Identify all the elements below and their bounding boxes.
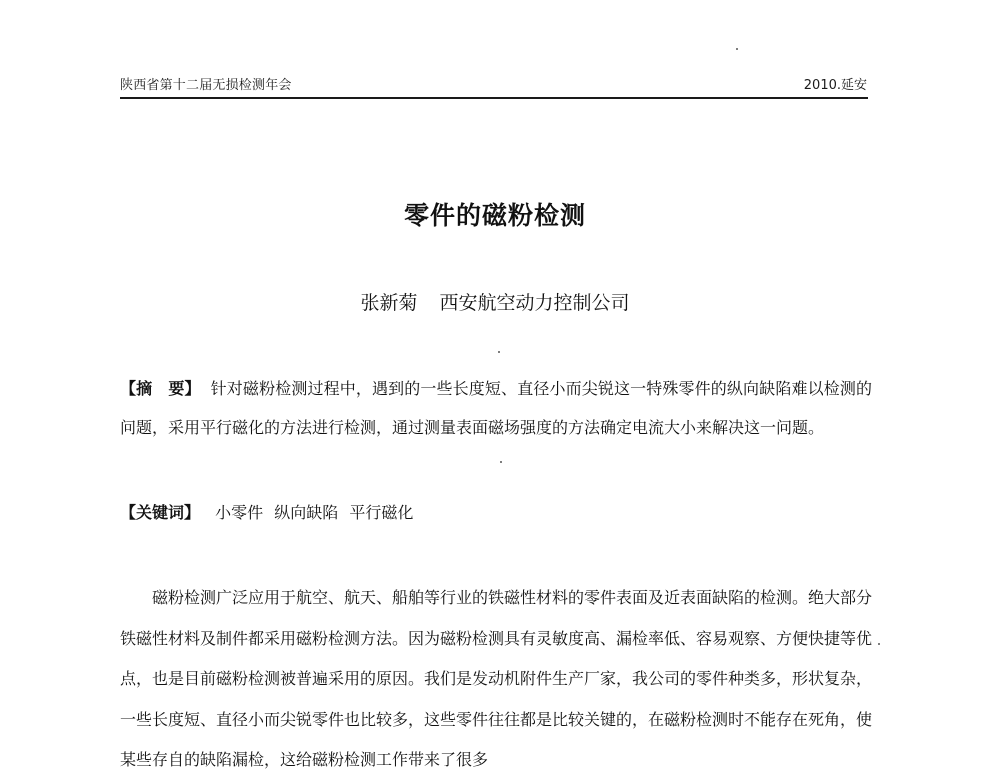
author-name: 张新菊 <box>360 292 418 314</box>
scan-speck <box>878 643 880 645</box>
keywords-label: 【关键词】 <box>120 503 201 522</box>
abstract-label: 【摘 要】 <box>120 379 201 398</box>
header-rule <box>120 97 868 99</box>
running-header-year-place: 2010.延安 <box>803 78 867 93</box>
scan-speck <box>736 48 738 50</box>
body-paragraph: 磁粉检测广泛应用于航空、航天、船舶等行业的铁磁性材料的零件表面及近表面缺陷的检测。绝大部分铁磁性材料及制件都采用磁粉检测方法。因为磁粉检测具有灵敏度高、漏检率低、容易观察、方便快捷等优点，也是目前磁粉检测被普遍采用的原因。我们是发动机附件生产厂家，我公司的零件种类多，形状复杂，一些长度短、直径小而尖锐零件也比较多，这些零件往往都是比较关键的，在磁粉检测时不能存在死角，使某些存自的缺陷漏检，这给磁粉检测工作带来了很多 <box>120 588 873 769</box>
running-header-conference: 陕西省第十二届无损检测年会 <box>120 78 292 93</box>
abstract-text: 针对磁粉检测过程中，遇到的一些长度短、直径小而尖锐这一特殊零件的纵向缺陷难以检测的问题，采用平行磁化的方法进行检测，通过测量表面磁场强度的方法确定电流大小来解决这一问题。 <box>120 379 872 437</box>
paper-title: 零件的磁粉检测 <box>403 201 586 230</box>
keyword: 小零件 <box>215 503 264 522</box>
author-affiliation: 西安航空动力控制公司 <box>439 292 630 314</box>
keyword: 纵向缺陷 <box>274 503 339 522</box>
scan-speck <box>500 461 502 463</box>
scan-speck <box>498 351 500 353</box>
keywords <box>120 500 419 523</box>
keyword: 平行磁化 <box>349 503 414 522</box>
abstract <box>120 370 872 447</box>
author-line <box>0 288 990 315</box>
